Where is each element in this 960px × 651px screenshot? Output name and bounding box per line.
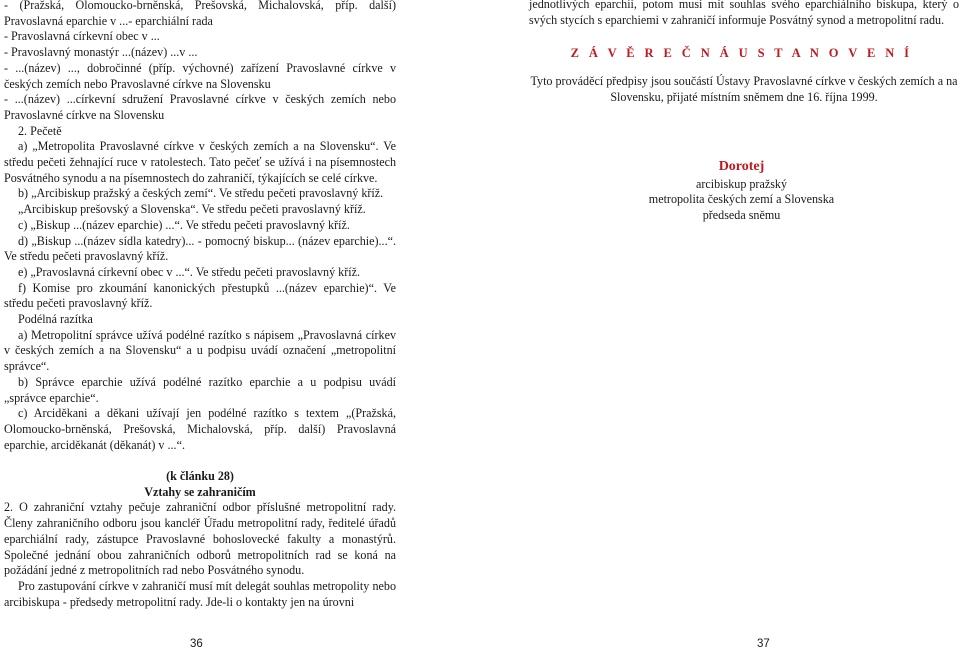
text-paragraph: e) „Pravoslavná církevní obec v ...“. Ve středu pečeti pravoslavný kříž.: [18, 264, 360, 279]
signatory-title-line: metropolita českých zemí a Slovenska: [648, 192, 835, 207]
text-paragraph: Pro zastupování církve v zahraničí musí mít delegát souhlas metropolity nebo arcibiskupa - předsedy metropolitní rady. Jde-li o kontakty jen na úrovni: [4, 578, 396, 609]
text-line: - ...(název) ..., dobročinné (příp. výchovné) zařízení Pravoslavné církve v českých zemích nebo Pravoslavné církve na Slovensku: [4, 60, 396, 91]
article-section: [4, 469, 396, 610]
signatory-name: Dorotej: [718, 159, 765, 174]
left-page-body: [4, 0, 396, 453]
text-line: - (Pražská, Olomoucko-brněnská, Prešovská, Michalovská, příp. další) Pravoslavná eparchie v ...- eparchiální rada: [4, 0, 396, 28]
text-paragraph: c) „Biskup ...(název eparchie) ...“. Ve středu pečeti pravoslavný kříž.: [18, 217, 350, 232]
text-paragraph: f) Komise pro zkoumání kanonických přestupků ...(název eparchie)“. Ve středu pečeti pravoslavný kříž.: [4, 280, 396, 311]
article-title: Vztahy se zahraničím: [144, 484, 256, 499]
text-line: - ...(název) ...církevní sdružení Pravoslavné církve v českých zemích nebo Pravoslavné církve na Slovensku: [4, 92, 396, 122]
text-line: - Pravoslavný monastýr ...(název) ...v ...: [4, 45, 198, 60]
signature-block: [523, 157, 960, 223]
text-paragraph: „Arcibiskup prešovský a Slovenska“. Ve středu pečeti pravoslavný kříž.: [18, 202, 366, 217]
article-number: (k článku 28): [166, 469, 234, 483]
text-paragraph: jednotlivých eparchií, potom musí mít souhlas svého eparchiálního biskupa, který o svých stycích s eparchiemi v zahraničí informuje Posvátný synod a metropolitní radu.: [529, 0, 959, 27]
page-number: 37: [757, 638, 770, 650]
section-heading-seals: 2. Pečetě: [18, 123, 62, 138]
section-heading-stamps: Podélná razítka: [18, 312, 93, 327]
text-paragraph: d) „Biskup ...(název sídla katedry)... - pomocný biskup... (název eparchie)...“. Ve středu pečeti pravoslavný kříž.: [4, 233, 396, 264]
final-provisions-heading: Z Á V Ě R E Č N Á U S T A N O V E N Í: [570, 46, 913, 60]
text-paragraph: Tyto prováděcí předpisy jsou součástí Ústavy Pravoslavné církve v českých zemích a na Slovensku, přijaté místním sněmem dne 16. října 1999.: [530, 74, 958, 104]
left-page: [0, 0, 398, 651]
text-paragraph: b) Správce eparchie užívá podélné razítko eparchie a u podpisu uvádí „správce eparchie“.: [4, 374, 396, 405]
right-page: [523, 0, 960, 651]
signatory-title-line: předseda sněmu: [702, 207, 781, 222]
text-paragraph: b) „Arcibiskup pražský a českých zemí“. Ve středu pečeti pravoslavný kříž.: [18, 186, 384, 201]
text-paragraph: a) „Metropolita Pravoslavné církve v českých zemích a na Slovensku“. Ve středu pečeti žehnající ruce v ratolestech. Tato pečeť se užívá i na písemnostech Posvátného synodu a na písemnostech do zahraničí, týkajících se celé církve.: [4, 139, 396, 185]
text-paragraph: 2. O zahraniční vztahy pečuje zahraniční odbor příslušné metropolitní rady. Členy zahraničního odboru jsou kancléř Úřadu metropolitní rady, ředitelé úřadů eparchiální rady, zástupce Pravoslavné bohoslovecké fakulty a monastýrů. Společné jednání obou zahraničních odborů metropolitních rad se koná na požádání jedné z metropolitních rad nebo Posvátného synodu.: [4, 500, 396, 578]
final-provisions-text: [529, 74, 959, 105]
page-number: 36: [190, 638, 203, 650]
text-paragraph: a) Metropolitní správce užívá podélné razítko s nápisem „Pravoslavná církev v českých zemích a na Slovensku“ a u podpisu uvádí označení „metropolitní správce“.: [4, 327, 396, 374]
text-paragraph: c) Arciděkani a děkani užívají jen podélné razítko s textem „(Pražská, Olomoucko-brněnská, Prešovská, Michalovská, příp. další) Pravoslavná eparchie, arciděkanát (děkanát) v ...“.: [4, 406, 396, 452]
signatory-title-line: arcibiskup pražský: [695, 177, 787, 191]
right-page-top-text: [529, 0, 959, 28]
text-line: - Pravoslavná církevní obec v ...: [4, 29, 160, 44]
